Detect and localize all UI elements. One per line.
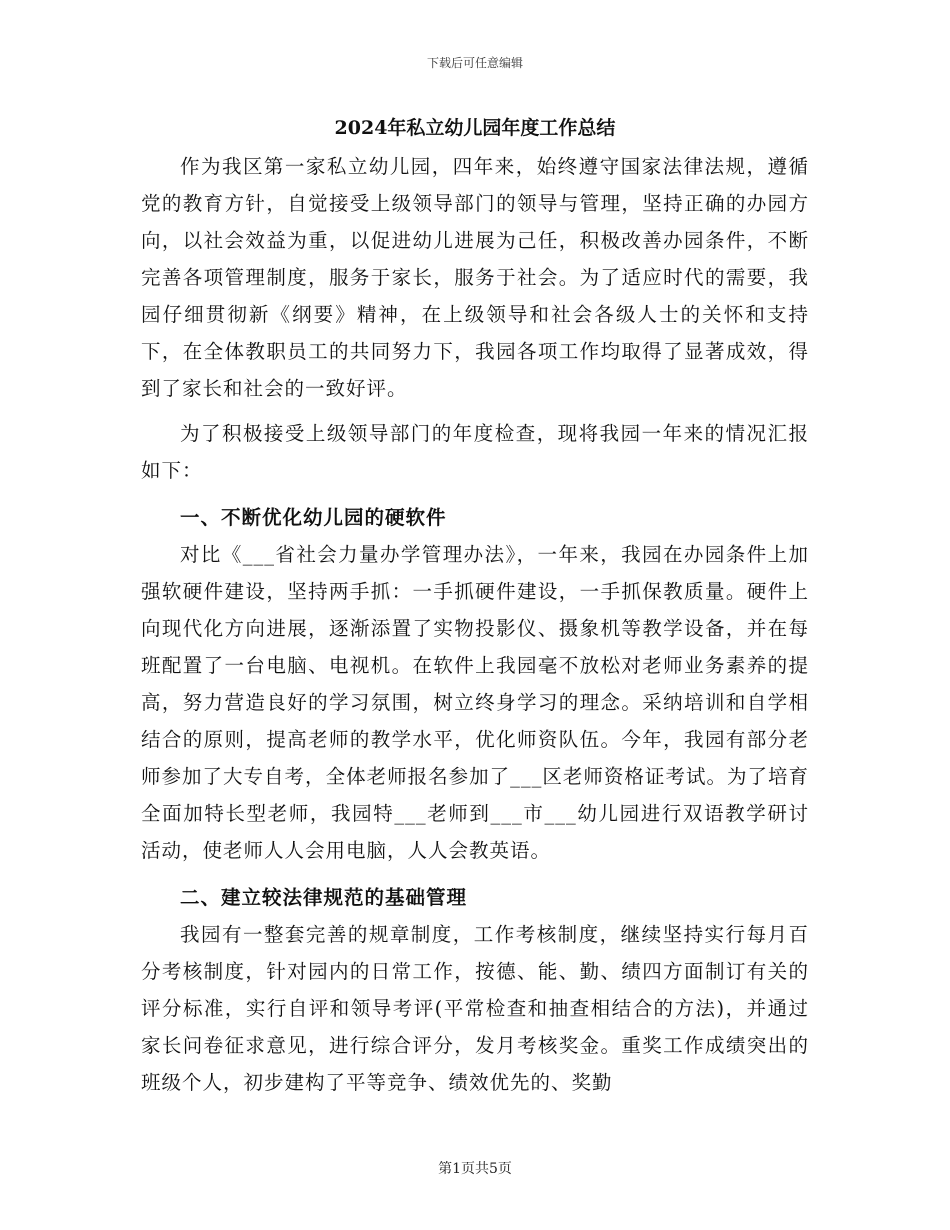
section2-paragraph: 我园有一整套完善的规章制度，工作考核制度，继续坚持实行每月百分考核制度，针对园内的日常工作，按德、能、勤、绩四方面制订有关的评分标准，实行自评和领导考评(平常检查和抽查相结合的方法)，并通过家长问卷征求意见，进行综合评分，发月考核奖金。重奖工作成绩突出的班级个人，初步建构了平等竞争、绩效优先的、奖勤 bbox=[141, 923, 809, 1094]
intro-paragraph: 作为我区第一家私立幼儿园，四年来，始终遵守国家法律法规，遵循党的教育方针，自觉接受上级领导部门的领导与管理，坚持正确的办园方向，以社会效益为重，以促进幼儿进展为己任，积极改善办园条件，不断完善各项管理制度，服务于家长，服务于社会。为了适应时代的需要，我园仔细贯彻新《纲要》精神，在上级领导和社会各级人士的关怀和支持下，在全体教职员工的共同努力下，我园各项工作均取得了显著成效，得到了家长和社会的一致好评。 bbox=[141, 155, 809, 400]
page-footer: 第1页共5页 bbox=[438, 1161, 512, 1177]
report-paragraph: 为了积极接受上级领导部门的年度检查，现将我园一年来的情况汇报如下： bbox=[141, 422, 809, 482]
section-heading-1: 一、不断优化幼儿园的硬软件 bbox=[180, 506, 447, 529]
section-heading-2: 二、建立较法律规范的基础管理 bbox=[180, 886, 468, 909]
section1-paragraph: 对比《___省社会力量办学管理办法》，一年来，我园在办园条件上加强软硬件建设，坚持两手抓：一手抓硬件建设，一手抓保教质量。硬件上向现代化方向进展，逐渐添置了实物投影仪、摄象机等教学设备，并在每班配置了一台电脑、电视机。在软件上我园毫不放松对老师业务素养的提高，努力营造良好的学习氛围，树立终身学习的理念。采纳培训和自学相结合的原则，提高老师的教学水平，优化师资队伍。今年，我园有部分老师参加了大专自考，全体老师报名参加了___区老师资格证考试。为了培育全面加特长型老师，我园特___老师到___市___幼儿园进行双语教学研讨活动，使老师人人会用电脑，人人会教英语。 bbox=[141, 543, 809, 862]
page-header: 下载后可任意编辑 bbox=[426, 56, 523, 70]
document-body bbox=[141, 112, 809, 1101]
document-title: 2024年私立幼儿园年度工作总结 bbox=[334, 117, 616, 139]
